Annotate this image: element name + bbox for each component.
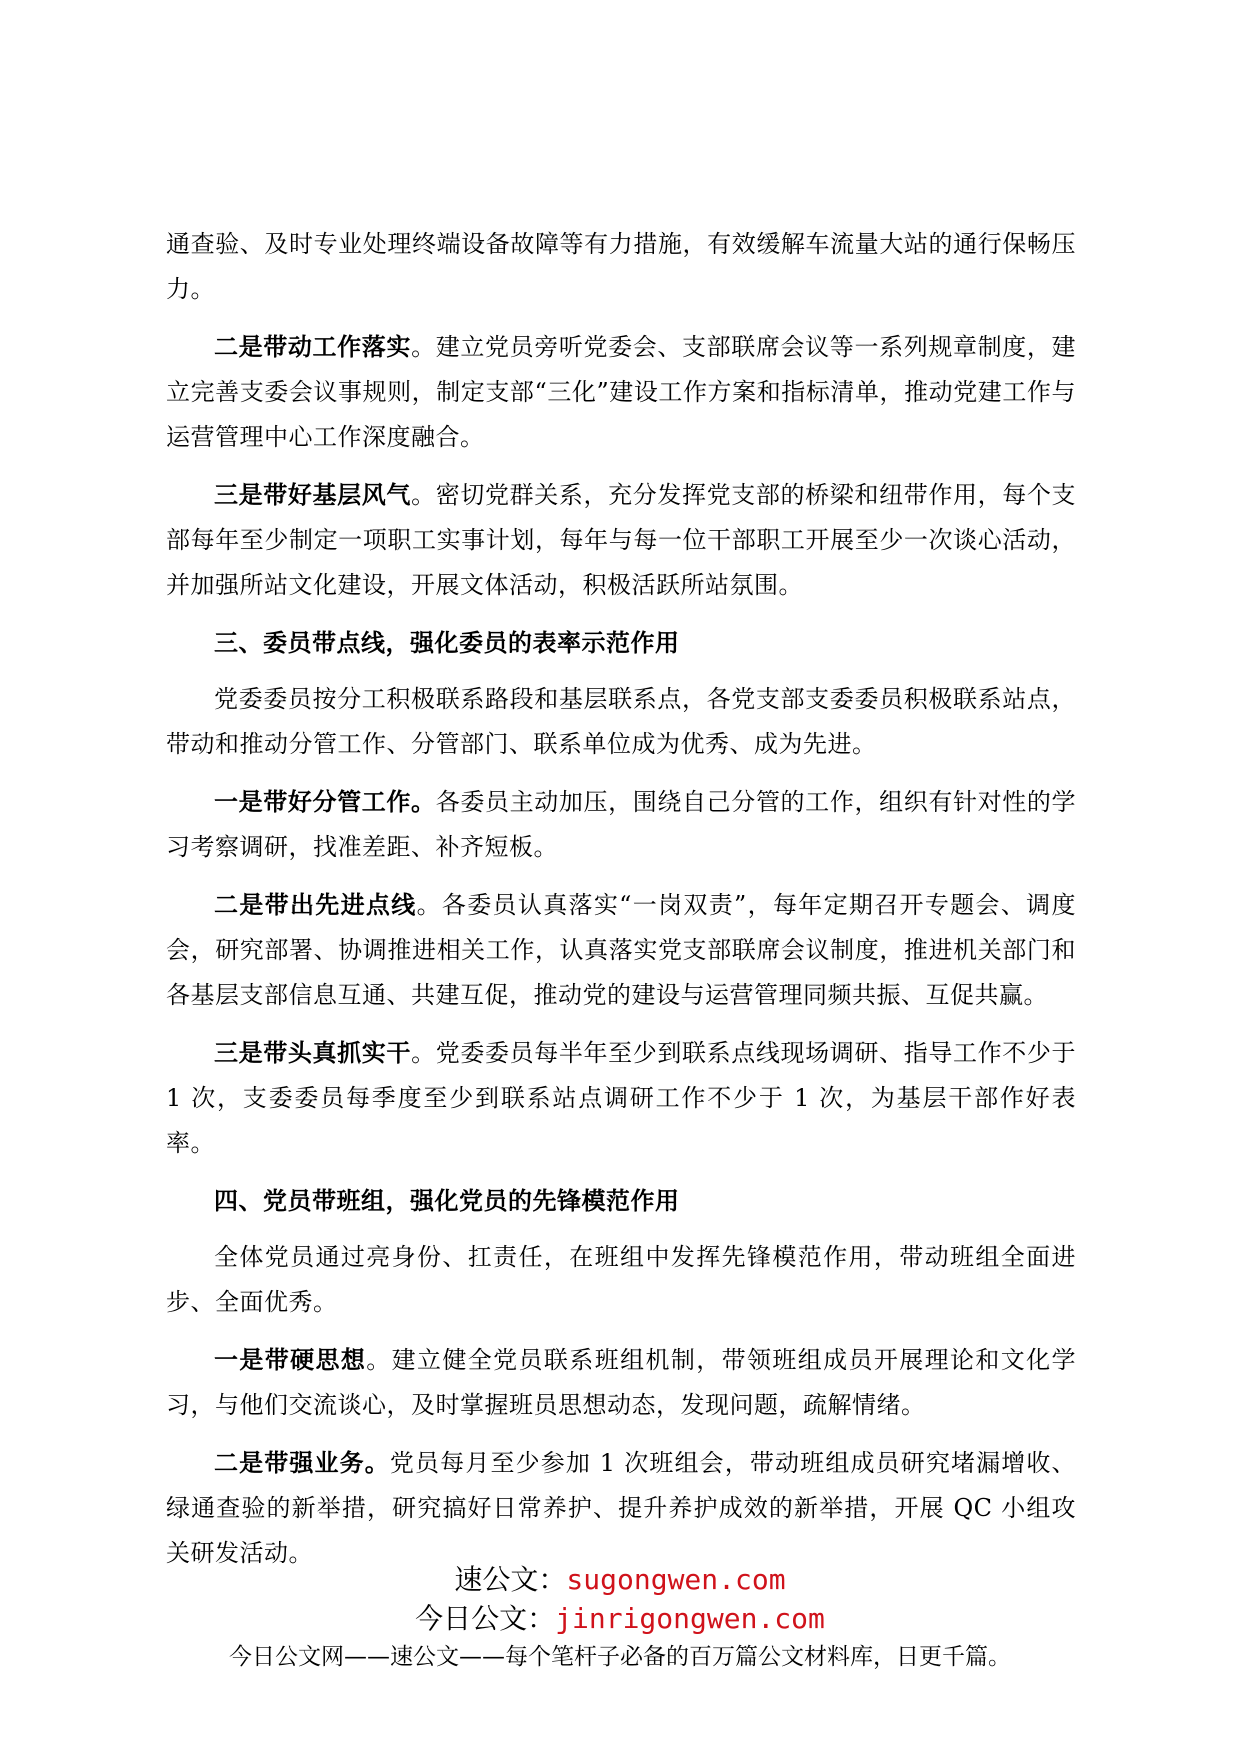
paragraph-text: 党员每月至少参加 1 次班组会，带动班组成员研究堵漏增收、绿通查验的新举措，研究搞好日常养护、提升养护成效的新举措，开展 QC 小组攻关研发活动。 (166, 1449, 1076, 1567)
paragraph-text: 。各委员认真落实“一岗双责”，每年定期召开专题会、调度会，研究部署、协调推进相关工作，认真落实党支部联席会议制度，推进机关部门和各基层支部信息互通、共建互促，推动党的建设与运营管理同频共振、互促共赢。 (166, 891, 1076, 1009)
paragraph-text: 通查验、及时专业处理终端设备故障等有力措施，有效缓解车流量大站的通行保畅压力。 (166, 230, 1076, 303)
footer-label: 今日公文： (415, 1602, 556, 1635)
document-body (166, 222, 1076, 1588)
paragraph-lead: 三是带好基层风气 (214, 480, 412, 509)
paragraph-lead: 二是带出先进点线 (214, 890, 417, 919)
paragraph-text: 。建立健全党员联系班组机制，带领班组成员开展理论和文化学习，与他们交流谈心，及时掌握班员思想动态，发现问题，疏解情绪。 (166, 1346, 1077, 1419)
section-intro: 全体党员通过亮身份、扛责任，在班组中发挥先锋模范作用，带动班组全面进步、全面优秀。 (166, 1243, 1076, 1316)
paragraph-item (166, 1337, 1076, 1428)
paragraph-lead: 一是带好分管工作。 (214, 787, 436, 816)
section-intro: 党委委员按分工积极联系路段和基层联系点，各党支部支委委员积极联系站点，带动和推动分管工作、分管部门、联系单位成为优秀、成为先进。 (166, 685, 1076, 758)
footer-sugongwen (0, 1562, 1240, 1598)
paragraph-text: 。密切党群关系，充分发挥党支部的桥梁和纽带作用，每个支部每年至少制定一项职工实事计划，每年与每一位干部职工开展至少一次谈心活动，并加强所站文化建设，开展文体活动，积极活跃所站氛围。 (166, 481, 1077, 599)
paragraph-text: 。党委委员每半年至少到联系点线现场调研、指导工作不少于 1 次，支委委员每季度至少到联系站点调研工作不少于 1 次，为基层干部作好表率。 (166, 1039, 1077, 1157)
paragraph-continuation (166, 222, 1076, 312)
paragraph-item (166, 779, 1076, 870)
paragraph-text: 。建立党员旁听党委会、支部联席会议等一系列规章制度，建立完善支委会议事规则，制定支部“三化”建设工作方案和指标清单，推动党建工作与运营管理中心工作深度融合。 (166, 333, 1077, 451)
paragraph-text: 各委员主动加压，围绕自己分管的工作，组织有针对性的学习考察调研，找准差距、补齐短板。 (166, 788, 1077, 861)
paragraph-item (166, 882, 1076, 1018)
paragraph-item (166, 472, 1076, 608)
paragraph-item (166, 324, 1076, 460)
paragraph-lead: 二是带动工作落实 (214, 332, 412, 361)
section-heading: 三、委员带点线，强化委员的表率示范作用 (214, 628, 680, 657)
footer-label: 速公文： (454, 1563, 567, 1596)
footer-tagline: 今日公文网——速公文——每个笔杆子必备的百万篇公文材料库，日更千篇。 (229, 1644, 1011, 1670)
section-heading: 四、党员带班组，强化党员的先锋模范作用 (214, 1186, 680, 1215)
footer-link-jinrigongwen[interactable]: jinrigongwen.com (555, 1602, 825, 1635)
paragraph-lead: 一是带硬思想 (214, 1345, 367, 1374)
paragraph-item (166, 1030, 1076, 1166)
paragraph-lead: 三是带头真抓实干 (214, 1038, 412, 1067)
paragraph-item (166, 1440, 1076, 1576)
footer-link-sugongwen[interactable]: sugongwen.com (566, 1563, 786, 1596)
footer-jinrigongwen (0, 1601, 1240, 1637)
paragraph-lead: 二是带强业务。 (214, 1448, 390, 1477)
